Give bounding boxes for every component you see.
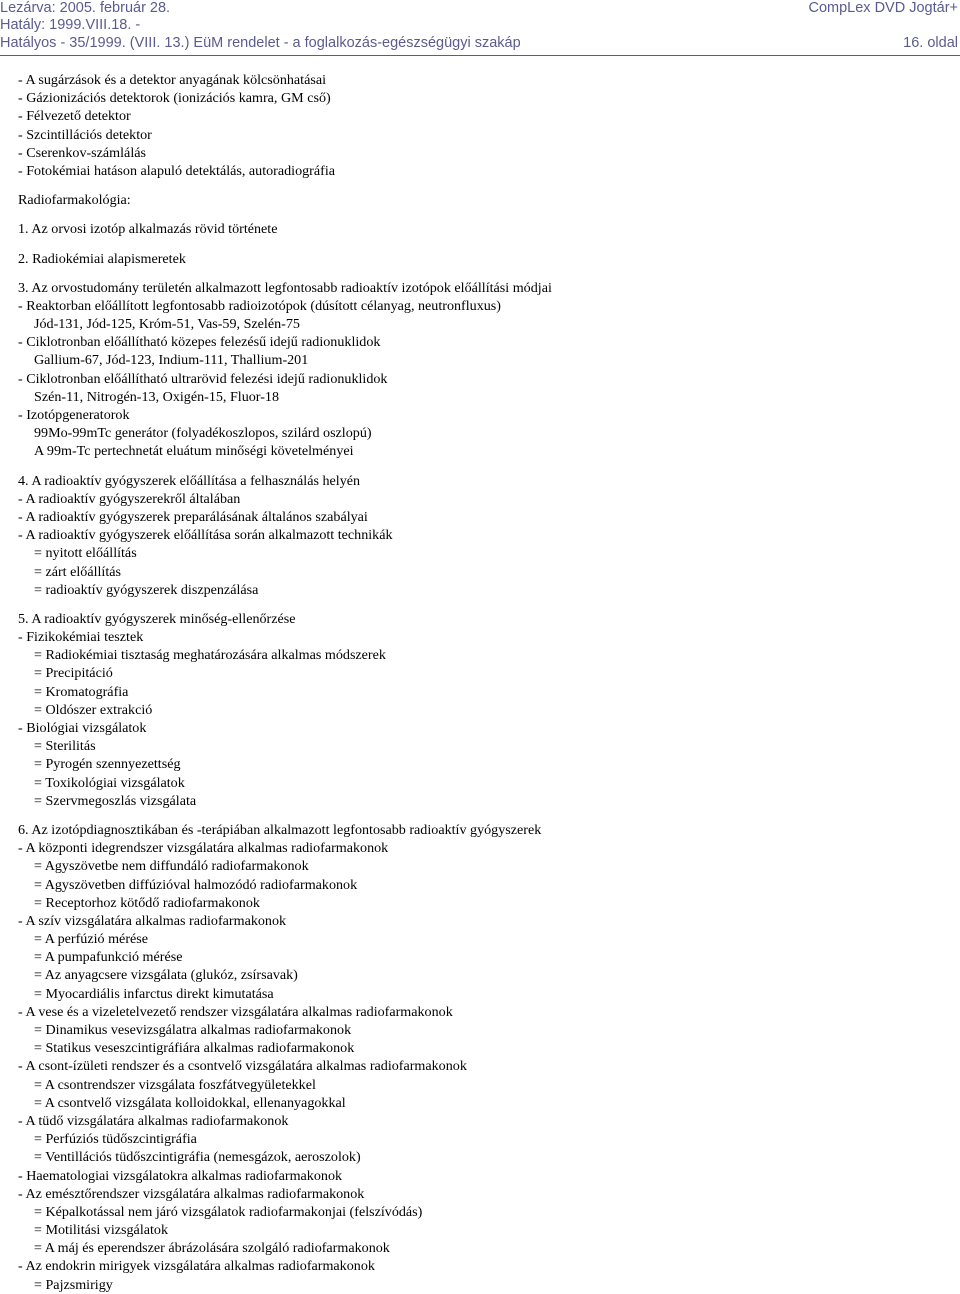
list-item: - Izotópgeneratorok bbox=[18, 407, 130, 423]
section-line: 2. Radiokémiai alapismeretek bbox=[18, 250, 186, 267]
sub-list-item: = zárt előállítás bbox=[34, 563, 121, 580]
list-item: - Ciklotronban előállítható ultrarövid felezési idejű radionuklidok bbox=[18, 370, 388, 387]
list-item: - A radioaktív gyógyszerek előállítása során alkalmazott technikák bbox=[18, 527, 393, 544]
paragraph-gap bbox=[18, 268, 948, 279]
list-item: - A tüdő vizsgálatára alkalmas radiofarmakonok bbox=[18, 1112, 289, 1129]
list-item: - Fizikokémiai tesztek bbox=[18, 629, 144, 646]
list-item: - A csont-ízületi rendszer és a csontvelő vizsgálatára alkalmas radiofarmakonok bbox=[18, 1058, 467, 1075]
closed-date: Lezárva: 2005. február 28. bbox=[0, 0, 171, 16]
section-line: Radiofarmakológia: bbox=[18, 192, 131, 209]
sub-list-item: A 99m-Tc pertechnetát eluátum minőségi követelményei bbox=[34, 443, 354, 460]
sub-list-item: = Pyrogén szennyezettség bbox=[34, 756, 181, 773]
list-item: - Gázionizációs detektorok (ionizációs kamra, GM cső) bbox=[18, 90, 331, 107]
sub-list-item: 99Mo-99mTc generátor (folyadékoszlopos, szilárd oszlopú) bbox=[34, 425, 372, 442]
list-item: - Biológiai vizsgálatok bbox=[18, 720, 147, 736]
list-item: - A szív vizsgálatára alkalmas radiofarmakonok bbox=[18, 912, 287, 929]
paragraph-gap bbox=[18, 599, 948, 610]
list-item: - Fotokémiai hatáson alapuló detektálás, autoradiográfia bbox=[18, 162, 335, 179]
list-item: - Az endokrin mirigyek vizsgálatára alkalmas radiofarmakonok bbox=[18, 1258, 375, 1275]
sub-list-item: = Az anyagcsere vizsgálata (glukóz, zsírsavak) bbox=[34, 967, 298, 984]
page-number: 16. oldal bbox=[903, 35, 958, 51]
sub-list-item: Szén-11, Nitrogén-13, Oxigén-15, Fluor-18 bbox=[34, 388, 280, 405]
list-item: - A központi idegrendszer vizsgálatára alkalmas radiofarmakonok bbox=[18, 840, 389, 857]
sub-list-item: = Ventillációs tüdőszcintigráfia (nemesgázok, aeroszolok) bbox=[34, 1149, 361, 1166]
sub-list-item: = radioaktív gyógyszerek diszpenzálása bbox=[34, 581, 259, 598]
sub-list-item: = A csontrendszer vizsgálata foszfátvegyületekkel bbox=[34, 1076, 316, 1093]
sub-list-item: = Myocardiális infarctus direkt kimutatása bbox=[34, 985, 274, 1002]
sub-list-item: Gallium-67, Jód-123, Indium-111, Thallium-201 bbox=[34, 352, 309, 369]
sub-list-item: = Perfúziós tüdőszcintigráfia bbox=[34, 1131, 197, 1148]
sub-list-item: = A máj és eperendszer ábrázolására szolgáló radiofarmakonok bbox=[34, 1240, 390, 1257]
list-item: - A radioaktív gyógyszerekről általában bbox=[18, 490, 241, 507]
list-item: - Cserenkov-számlálás bbox=[18, 144, 146, 161]
sub-list-item: = Motilitási vizsgálatok bbox=[34, 1222, 168, 1239]
list-item: - A radioaktív gyógyszerek preparálásának általános szabályai bbox=[18, 508, 368, 525]
sub-list-item: = Szervmegoszlás vizsgálata bbox=[34, 792, 197, 809]
paragraph-gap bbox=[18, 810, 948, 821]
sub-list-item: = Pajzsmirigy bbox=[34, 1276, 113, 1293]
sub-list-item: = Kromatográfia bbox=[34, 683, 129, 700]
sub-list-item: = Precipitáció bbox=[34, 665, 113, 682]
list-item: - Félvezető detektor bbox=[18, 108, 131, 125]
page-header bbox=[0, 0, 960, 60]
sub-list-item: = Receptorhoz kötődő radiofarmakonok bbox=[34, 894, 260, 911]
sub-list-item: = Oldószer extrakció bbox=[34, 701, 153, 718]
sub-list-item: = A csontvelő vizsgálata kolloidokkal, ellenanyagokkal bbox=[34, 1094, 346, 1111]
list-item: - Haematologiai vizsgálatokra alkalmas radiofarmakonok bbox=[18, 1167, 343, 1184]
sub-list-item: = nyitott előállítás bbox=[34, 545, 137, 562]
list-item: - A vese és a vizeletelvezető rendszer vizsgálatára alkalmas radiofarmakonok bbox=[18, 1003, 453, 1020]
sub-list-item: = Radiokémiai tisztaság meghatározására alkalmas módszerek bbox=[34, 647, 386, 664]
sub-list-item: = Képalkotással nem járó vizsgálatok radiofarmakonjai (felszívódás) bbox=[34, 1203, 423, 1220]
sub-list-item: = A perfúzió mérése bbox=[34, 931, 149, 948]
effect-date: Hatály: 1999.VIII.18. - bbox=[0, 17, 141, 33]
section-line: - A sugárzások és a detektor anyagának kölcsönhatásai bbox=[18, 72, 326, 88]
section-line: 4. A radioaktív gyógyszerek előállítása a felhasználás helyén bbox=[18, 472, 361, 489]
sub-list-item: Jód-131, Jód-125, Króm-51, Vas-59, Szelén-75 bbox=[34, 316, 300, 333]
list-item: - Az emésztőrendszer vizsgálatára alkalmas radiofarmakonok bbox=[18, 1185, 365, 1202]
paragraph-gap bbox=[18, 180, 948, 191]
sub-list-item: = Sterilitás bbox=[34, 738, 96, 755]
paragraph-gap bbox=[18, 209, 948, 220]
list-item: - Ciklotronban előállítható közepes felezésű idejű radionuklidok bbox=[18, 334, 381, 351]
product-name: CompLex DVD Jogtár+ bbox=[808, 0, 958, 16]
document-body bbox=[18, 71, 948, 1294]
list-item: - Reaktorban előállított legfontosabb radioizotópok (dúsított célanyag, neutronfluxus) bbox=[18, 297, 501, 314]
sub-list-item: = Toxikológiai vizsgálatok bbox=[34, 774, 185, 791]
sub-list-item: = A pumpafunkció mérése bbox=[34, 949, 183, 966]
sub-list-item: = Statikus veseszcintigráfiára alkalmas radiofarmakonok bbox=[34, 1040, 355, 1057]
paragraph-gap bbox=[18, 239, 948, 250]
section-line: 6. Az izotópdiagnosztikában és -terápiában alkalmazott legfontosabb radioaktív gyógyszerek bbox=[18, 821, 542, 838]
document-title: Hatályos - 35/1999. (VIII. 13.) EüM rendelet - a foglalkozás-egészségügyi szakáp bbox=[0, 35, 521, 51]
sub-list-item: = Agyszövetbe nem diffundáló radiofarmakonok bbox=[34, 858, 309, 875]
list-item: - Szcintillációs detektor bbox=[18, 126, 152, 143]
section-line: 5. A radioaktív gyógyszerek minőség-ellenőrzése bbox=[18, 610, 296, 627]
section-line: 3. Az orvostudomány területén alkalmazott legfontosabb radioaktív izotópok előállítási módjai bbox=[18, 279, 552, 296]
header-divider bbox=[0, 55, 960, 56]
sub-list-item: = Agyszövetben diffúzióval halmozódó radiofarmakonok bbox=[34, 876, 358, 893]
section-line: 1. Az orvosi izotóp alkalmazás rövid története bbox=[18, 221, 278, 238]
sub-list-item: = Dinamikus vesevizsgálatra alkalmas radiofarmakonok bbox=[34, 1022, 352, 1038]
paragraph-gap bbox=[18, 461, 948, 472]
